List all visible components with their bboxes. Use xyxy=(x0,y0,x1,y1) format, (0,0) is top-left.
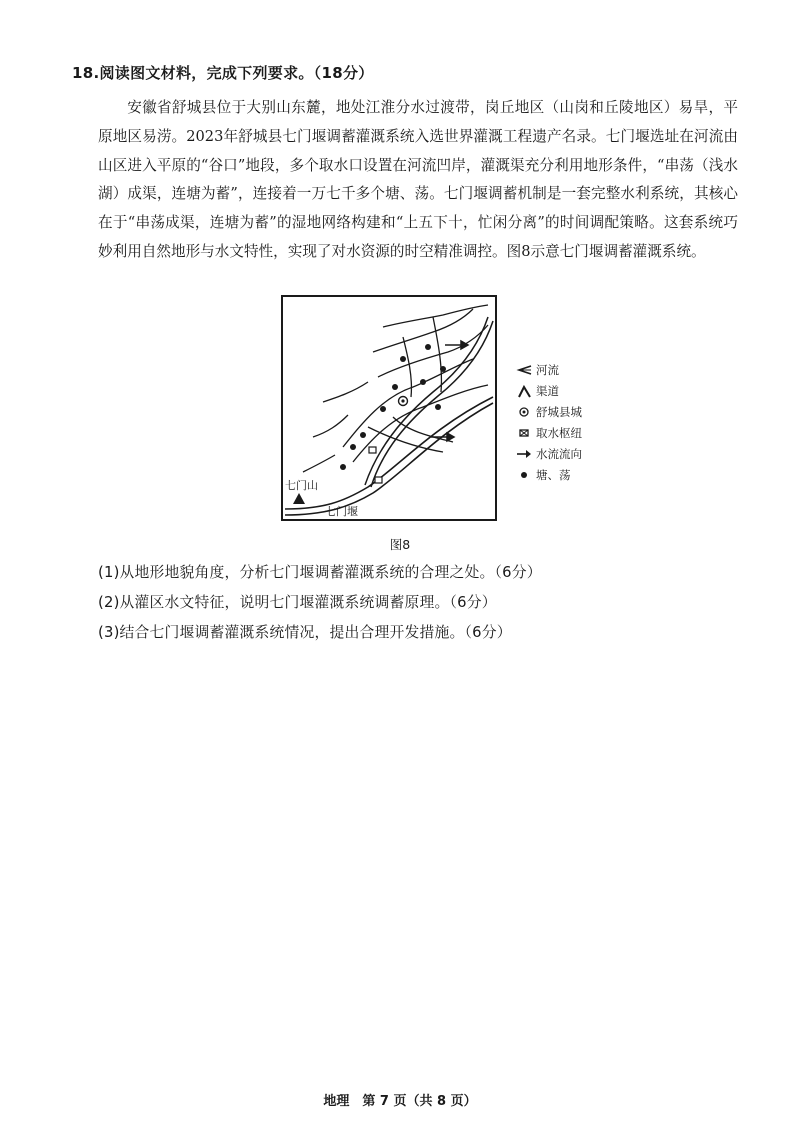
water-intake-icon xyxy=(516,426,532,440)
mountain-label: 七门山 xyxy=(285,479,318,492)
question-paragraph: 安徽省舒城县位于大别山东麓，地处江淮分水过渡带，岗丘地区（山岗和丘陵地区）易旱，平原地区易涝。2023年舒城县七门堰调蓄灌溉系统入选世界灌溉工程遗产名录。七门堰选址在河流由山区进入平原的“谷口”地段，多个取水口设置在河流凹岸，灌溉渠充分利用地形条件，“串荡（浅水湖）成渠，连塘为蓄”，连接着一万七千多个塘、荡。七门堰调蓄机制是一套完整水利系统，其核心在于“串荡成渠，连塘为蓄”的湿地网络构建和“上五下十，忙闲分离”的时间调配策略。这套系统巧妙利用自然地形与水文特性，实现了对水资源的时空精准调控。图8示意七门堰调蓄灌溉系统。 xyxy=(98,99,738,260)
question-title: 18.阅读图文材料，完成下列要求。（18分） xyxy=(72,64,374,82)
map-legend xyxy=(516,360,582,486)
irrigation-map-drawing xyxy=(283,297,495,519)
legend-county-town-label: 舒城县城 xyxy=(536,405,582,419)
legend-pond-label: 塘、荡 xyxy=(536,468,571,482)
legend-river-label: 河流 xyxy=(536,363,559,377)
flow-arrows xyxy=(431,341,468,441)
legend-pond xyxy=(516,465,582,485)
irrigation-map xyxy=(281,295,497,521)
legend-county-town xyxy=(516,402,582,422)
canal-icon xyxy=(516,384,532,398)
figure-caption: 图8 xyxy=(389,537,411,552)
legend-flow-direction-label: 水流流向 xyxy=(536,447,582,461)
flow-direction-icon xyxy=(516,447,532,461)
county-town-icon xyxy=(516,405,532,419)
upper-river xyxy=(365,317,493,487)
subquestion-1: (1)从地形地貌角度，分析七门堰调蓄灌溉系统的合理之处。（6分） xyxy=(98,564,542,581)
legend-river xyxy=(516,360,582,380)
weir-label: 七门堰 xyxy=(325,505,358,518)
subquestion-2: (2)从灌区水文特征，说明七门堰灌溉系统调蓄原理。（6分） xyxy=(98,594,497,611)
main-river xyxy=(285,397,493,515)
river-icon xyxy=(516,363,532,377)
county-town-marker xyxy=(399,397,408,406)
page-footer: 地理 第 7 页（共 8 页） xyxy=(323,1094,477,1109)
subquestion-3: (3)结合七门堰调蓄灌溉系统情况，提出合理开发措施。（6分） xyxy=(98,624,512,641)
legend-water-intake-label: 取水枢纽 xyxy=(536,426,582,440)
legend-flow-direction xyxy=(516,444,582,464)
ponds xyxy=(340,344,446,470)
legend-canal xyxy=(516,381,582,401)
legend-canal-label: 渠道 xyxy=(536,384,559,398)
legend-water-intake xyxy=(516,423,582,443)
pond-icon xyxy=(516,468,532,482)
mountain-symbol xyxy=(293,493,305,504)
